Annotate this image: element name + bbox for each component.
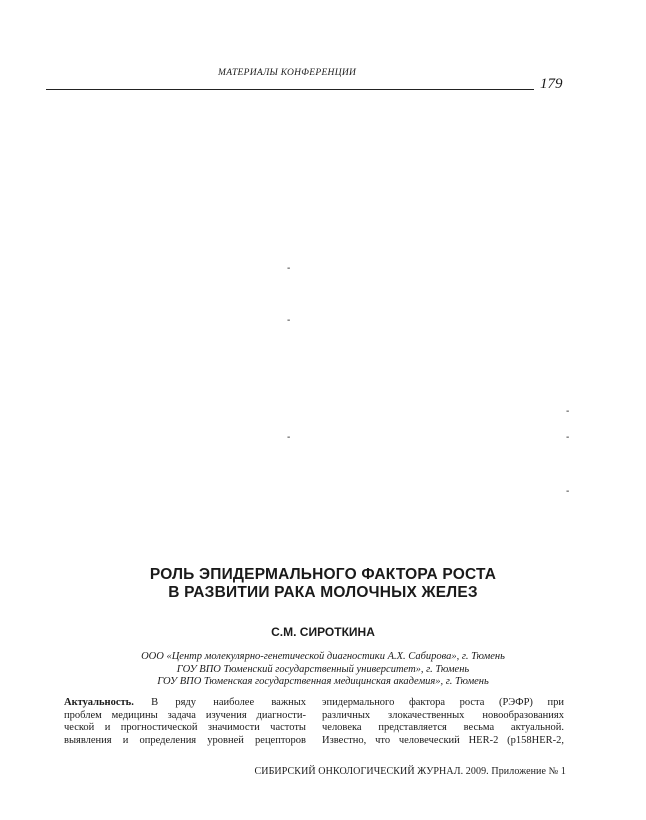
body-line: ческой и прогностической значимости частоты <box>64 722 306 733</box>
journal-footer: СИБИРСКИЙ ОНКОЛОГИЧЕСКИЙ ЖУРНАЛ. 2009. Приложение № 1 <box>254 766 566 777</box>
title-line: В РАЗВИТИИ РАКА МОЛОЧНЫХ ЖЕЛЕЗ <box>168 584 478 601</box>
body-line <box>64 697 306 710</box>
left-column <box>64 697 306 747</box>
article-title <box>46 566 600 602</box>
affiliation: ГОУ ВПО Тюменская государственная медицинская академия», г. Тюмень <box>157 676 489 687</box>
body-line: Известно, что человеческий HER-2 (p158HER-2, <box>322 734 564 746</box>
body-line: эпидермального фактора роста (РЭФР) при <box>322 697 564 708</box>
body-line: проблем медицины задача изучения диагности- <box>64 709 306 721</box>
stray-mark: - <box>287 263 291 274</box>
stray-mark: - <box>566 406 570 417</box>
affiliation: ООО «Центр молекулярно-генетической диагностики А.Х. Сабирова», г. Тюмень <box>141 651 505 662</box>
body-line: выявления и определения уровней рецепторов <box>64 734 306 746</box>
stray-mark: - <box>566 486 570 497</box>
author-name: С.М. СИРОТКИНА <box>271 625 375 639</box>
stray-mark: - <box>287 432 291 443</box>
affiliations <box>46 651 600 689</box>
stray-mark: - <box>566 432 570 443</box>
header-rule <box>46 89 534 90</box>
body-line: различных злокачественных новообразованиях <box>322 709 564 721</box>
title-line: РОЛЬ ЭПИДЕРМАЛЬНОГО ФАКТОРА РОСТА <box>149 566 497 583</box>
section-lead: Актуальность. <box>64 697 134 708</box>
stray-mark: - <box>287 315 291 326</box>
body-text: В ряду наиболее важных <box>151 697 307 708</box>
page-number: 179 <box>540 76 563 92</box>
right-column <box>322 697 564 747</box>
affiliation: ГОУ ВПО Тюменский государственный университет», г. Тюмень <box>176 663 470 675</box>
running-head: МАТЕРИАЛЫ КОНФЕРЕНЦИИ <box>218 68 357 78</box>
body-line: человека представляется весьма актуальной. <box>322 722 564 733</box>
